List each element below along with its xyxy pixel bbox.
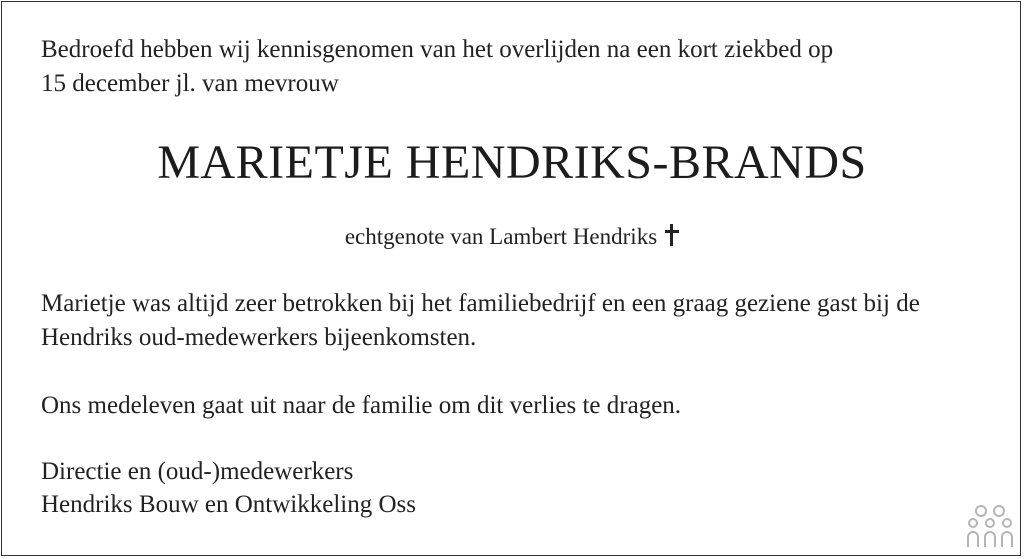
paragraph-1-line-2: Hendriks oud-medewerkers bijeenkomsten.	[41, 324, 477, 351]
signature-line-2: Hendriks Bouw en Ontwikkeling Oss	[41, 491, 416, 518]
spouse-line-container	[0, 222, 1024, 252]
cross-icon	[665, 224, 679, 246]
family-group-logo-icon	[966, 503, 1014, 551]
intro-line-1: Bedroefd hebben wij kennisgenomen van het overlijden na een kort ziekbed op	[41, 36, 834, 63]
intro-line-2: 15 december jl. van mevrouw	[41, 70, 339, 97]
paragraph-2: Ons medeleven gaat uit naar de familie om dit verlies te dragen.	[41, 392, 682, 419]
signature-line-1: Directie en (oud-)medewerkers	[41, 458, 354, 485]
spouse-line: echtgenote van Lambert Hendriks	[344, 224, 658, 249]
deceased-name: MARIETJE HENDRIKS-BRANDS	[157, 136, 867, 189]
paragraph-1-line-1: Marietje was altijd zeer betrokken bij het familiebedrijf en een graag geziene gast bij de	[41, 290, 920, 317]
